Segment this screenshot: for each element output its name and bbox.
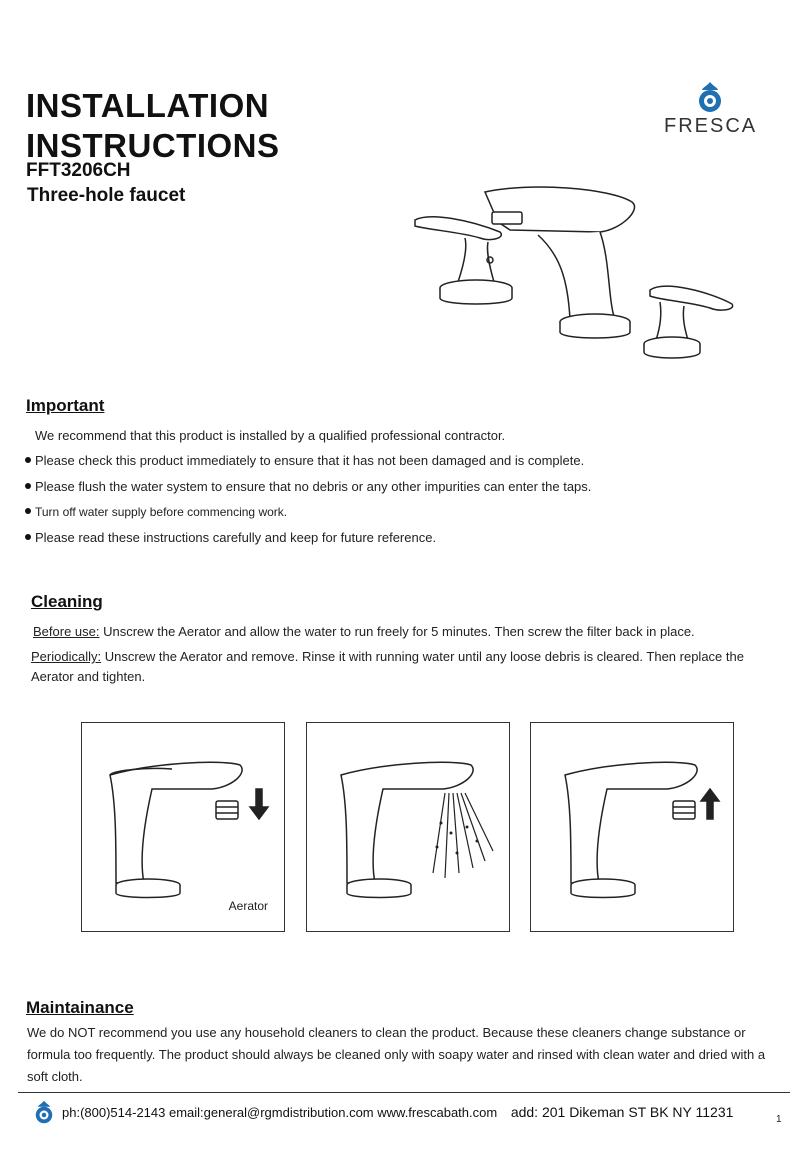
page-number: 1	[776, 1114, 782, 1125]
important-bullet	[25, 453, 584, 468]
footer-divider	[18, 1092, 790, 1093]
aerator-label: Aerator	[228, 899, 268, 913]
faucet-replace-illustration	[531, 723, 735, 933]
maintenance-text: We do NOT recommend you use any household cleaners to clean the product. Because these cleaners change substance or formula too frequently. The product should always be cleaned only with soapy water and rinsed with clean water and dried with a soft cloth.	[27, 1025, 766, 1084]
important-heading: Important	[26, 396, 105, 415]
cleaning-heading: Cleaning	[31, 592, 103, 611]
important-bullet	[25, 479, 591, 494]
cleaning-before-use	[33, 624, 778, 639]
model-number: FFT3206CH	[26, 160, 131, 181]
bullet-icon	[25, 508, 31, 514]
important-bullet	[25, 530, 436, 545]
important-intro: We recommend that this product is installed by a qualified professional contractor.	[35, 428, 506, 443]
bullet-text: Please flush the water system to ensure that no debris or any other impurities can enter the taps.	[35, 479, 592, 494]
title-line-2: INSTRUCTIONS	[26, 127, 280, 164]
brand-drop-icon	[694, 80, 726, 114]
faucet-flush-illustration	[307, 723, 511, 933]
maintenance-heading: Maintainance	[26, 998, 134, 1017]
periodically-label: Periodically:	[31, 649, 102, 664]
document-title	[26, 86, 280, 166]
bullet-icon	[25, 483, 31, 489]
cleaning-step-panel-unscrew	[81, 722, 285, 932]
footer-contact	[62, 1104, 733, 1120]
faucet-illustration	[410, 180, 740, 370]
before-use-label: Before use:	[33, 624, 100, 639]
bullet-icon	[25, 534, 31, 540]
bullet-text: Please check this product immediately to ensure that it has not been damaged and is complete.	[35, 453, 585, 468]
before-use-text: Unscrew the Aerator and allow the water to run freely for 5 minutes. Then screw the filter back in place.	[99, 624, 695, 639]
brand-name: FRESCA	[664, 115, 758, 137]
bullet-text: Turn off water supply before commencing work.	[35, 505, 288, 519]
footer-brand-icon	[32, 1098, 56, 1126]
cleaning-step-panel-replace	[530, 722, 734, 932]
footer-contact-info: ph:(800)514-2143 email:general@rgmdistribution.com www.frescabath.com	[62, 1105, 498, 1120]
footer-address: add: 201 Dikeman ST BK NY 11231	[510, 1104, 734, 1120]
periodically-text: Unscrew the Aerator and remove. Rinse it with running water until any loose debris is cleared. Then replace the Aerator and tighten.	[31, 649, 744, 684]
product-subtitle: Three-hole faucet	[27, 185, 186, 206]
title-line-1: INSTALLATION	[26, 87, 270, 124]
cleaning-step-panel-flush	[306, 722, 510, 932]
cleaning-periodically	[31, 647, 776, 687]
bullet-text: Please read these instructions carefully and keep for future reference.	[35, 530, 437, 545]
important-bullet	[25, 505, 287, 519]
bullet-icon	[25, 457, 31, 463]
